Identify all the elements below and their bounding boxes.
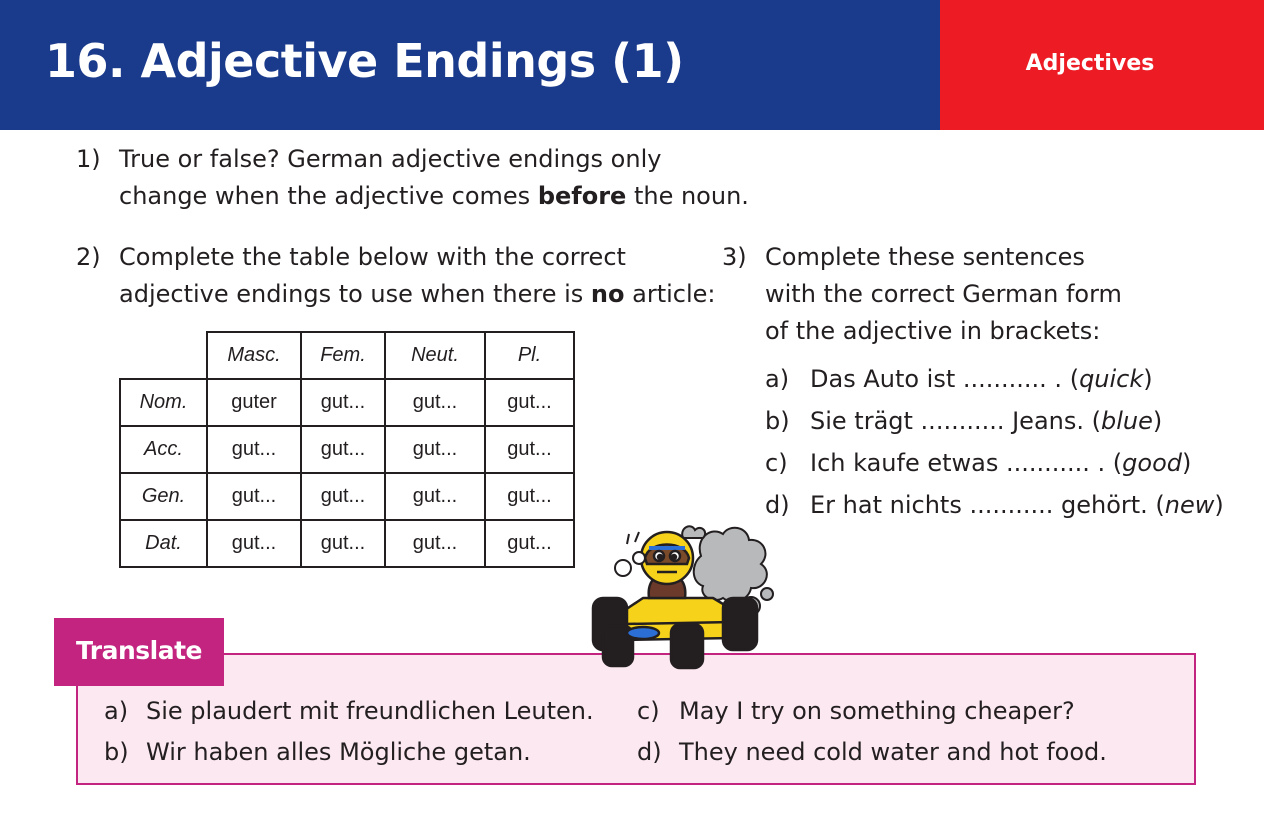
question-line	[119, 178, 819, 215]
sentence-text: Sie trägt ........... Jeans. (	[810, 407, 1101, 435]
adjective-endings-table	[119, 331, 575, 568]
sentence-item	[765, 360, 1224, 402]
case-label: Acc.	[120, 426, 207, 473]
question-line: True or false? German adjective endings only	[119, 145, 662, 173]
sentence-hint: quick	[1079, 365, 1144, 393]
table-cell: gut...	[485, 520, 574, 567]
translate-item	[104, 737, 531, 767]
question-text-part: adjective endings to use when there is	[119, 280, 591, 308]
section-tab	[940, 0, 1264, 130]
sentence-hint: blue	[1101, 407, 1153, 435]
table-row	[120, 520, 574, 567]
column-header: Masc.	[207, 332, 301, 379]
question-line: with the correct German form	[765, 280, 1122, 308]
table-cell: gut...	[485, 379, 574, 426]
question-emphasis: no	[590, 280, 625, 308]
sentence-close: )	[1182, 449, 1192, 477]
table-cell: gut...	[485, 473, 574, 520]
sentence-close: )	[1152, 407, 1163, 435]
question-emphasis: before	[537, 182, 627, 210]
sentence-item	[765, 486, 1224, 528]
column-header: Fem.	[301, 332, 385, 379]
question-text-part: article:	[624, 280, 716, 308]
column-header: Pl.	[485, 332, 574, 379]
question-text	[765, 239, 1205, 350]
case-label: Gen.	[120, 473, 207, 520]
table-cell: gut...	[301, 379, 385, 426]
table-cell: guter	[207, 379, 301, 426]
table-row	[120, 379, 574, 426]
sentence-text: Das Auto ist ........... . (	[810, 365, 1080, 393]
translate-item	[637, 737, 1107, 767]
sentence-text: Ich kaufe etwas ........... . (	[810, 449, 1123, 477]
table-cell: gut...	[385, 473, 485, 520]
question-line: of the adjective in brackets:	[765, 317, 1101, 345]
case-label: Nom.	[120, 379, 207, 426]
table-cell: gut...	[207, 473, 301, 520]
item-letter: d)	[637, 738, 662, 766]
question-line: Complete these sentences	[765, 243, 1085, 271]
translate-text: Sie plaudert mit freundlichen Leuten.	[146, 697, 594, 725]
question-text	[119, 239, 759, 313]
question-number: 1)	[76, 145, 101, 173]
page-title: 16. Adjective Endings (1)	[45, 34, 684, 88]
sentence-item	[765, 402, 1224, 444]
sentence-close: )	[1143, 365, 1153, 393]
racing-car-cartoon-icon	[583, 498, 783, 673]
table-cell: gut...	[385, 379, 485, 426]
sentence-close: )	[1214, 491, 1224, 519]
case-label: Dat.	[120, 520, 207, 567]
question-number: 2)	[76, 243, 101, 271]
item-letter: a)	[104, 697, 129, 725]
table-cell: gut...	[207, 520, 301, 567]
section-label: Adjectives	[1025, 51, 1155, 76]
question-text-part: change when the adjective comes	[119, 182, 538, 210]
table-cell: gut...	[301, 473, 385, 520]
table-cell: gut...	[485, 426, 574, 473]
translate-tab	[54, 618, 224, 686]
table-cell: gut...	[301, 426, 385, 473]
item-letter: c)	[765, 449, 788, 477]
sentence-item	[765, 444, 1224, 486]
table-corner	[120, 332, 207, 379]
translate-text: May I try on something cheaper?	[679, 697, 1075, 725]
question-text	[119, 141, 819, 215]
translate-text: They need cold water and hot food.	[679, 738, 1107, 766]
translate-label: Translate	[75, 636, 203, 665]
sentence-hint: good	[1122, 449, 1183, 477]
column-header: Neut.	[385, 332, 485, 379]
question-line: Complete the table below with the correct	[119, 243, 626, 271]
sentence-list	[765, 360, 1224, 528]
table-cell: gut...	[301, 520, 385, 567]
table-header-row	[120, 332, 574, 379]
translate-item	[637, 696, 1075, 726]
table-cell: gut...	[385, 426, 485, 473]
translate-item	[104, 696, 594, 726]
item-letter: b)	[104, 738, 129, 766]
item-letter: a)	[765, 365, 790, 393]
table-cell: gut...	[385, 520, 485, 567]
item-letter: b)	[765, 407, 790, 435]
table-cell: gut...	[207, 426, 301, 473]
table-row	[120, 473, 574, 520]
question-text-part: the noun.	[626, 182, 749, 210]
question-number: 3)	[722, 243, 747, 271]
item-letter: c)	[637, 697, 660, 725]
item-letter: d)	[765, 491, 790, 519]
translate-text: Wir haben alles Mögliche getan.	[146, 738, 531, 766]
sentence-text: Er hat nichts ........... gehört. (	[810, 491, 1165, 519]
table-row	[120, 426, 574, 473]
sentence-hint: new	[1164, 491, 1215, 519]
question-line	[119, 276, 759, 313]
